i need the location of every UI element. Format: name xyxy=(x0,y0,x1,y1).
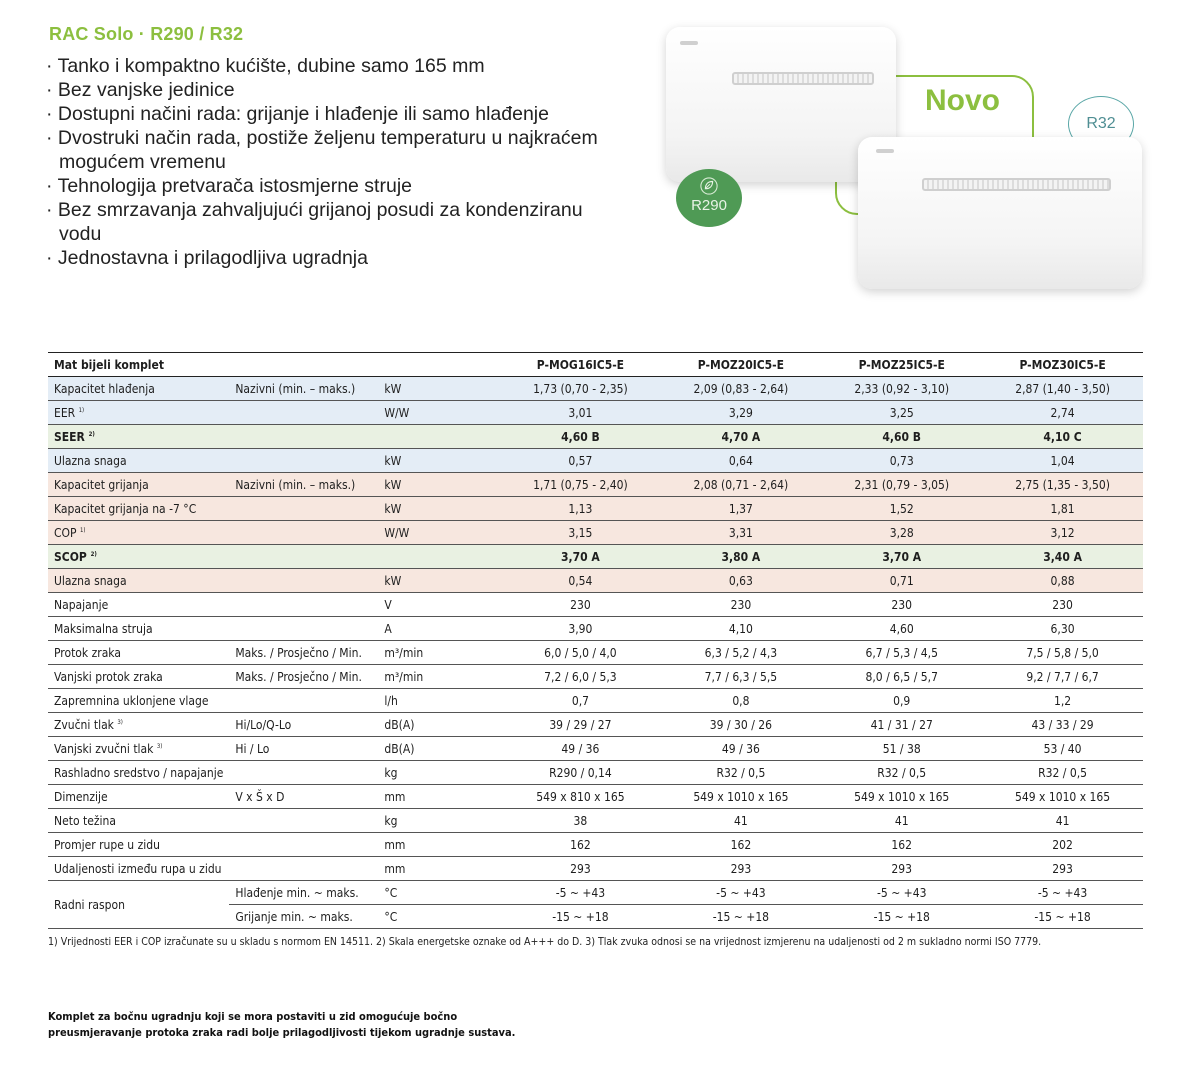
feature-list xyxy=(46,54,616,270)
model-header: P-MOG16IC5-E xyxy=(500,353,660,377)
row-value: 3,25 xyxy=(821,401,982,425)
row-value: R32 / 0,5 xyxy=(821,761,982,785)
row-value: 38 xyxy=(500,809,660,833)
row-sublabel: Nazivni (min. – maks.) xyxy=(229,377,378,401)
row-value: -5 ~ +43 xyxy=(982,881,1143,905)
row-value: -5 ~ +43 xyxy=(500,881,660,905)
row-label-text: Zapremnina uklonjene vlage xyxy=(54,693,209,708)
table-row xyxy=(48,569,1143,593)
row-sublabel: Hi/Lo/Q-Lo xyxy=(229,713,378,737)
row-label-text: Protok zraka xyxy=(54,645,121,660)
table-header-row xyxy=(48,353,1143,377)
feature-item: · Tehnologija pretvarača istosmjerne struje xyxy=(46,174,616,198)
row-value: 41 / 31 / 27 xyxy=(821,713,982,737)
row-value: -5 ~ +43 xyxy=(821,881,982,905)
row-unit: °C xyxy=(378,905,500,929)
row-value: 4,60 B xyxy=(500,425,660,449)
row-sublabel xyxy=(229,569,378,593)
row-sublabel xyxy=(229,401,378,425)
row-label-text: Ulazna snaga xyxy=(54,453,127,468)
row-label-text: Maksimalna struja xyxy=(54,621,153,636)
row-label-text: Vanjski protok zraka xyxy=(54,669,163,684)
feature-item: · Bez smrzavanja zahvaljujući grijanoj posudi za kondenziranu vodu xyxy=(46,198,616,246)
row-label-text: Promjer rupe u zidu xyxy=(54,837,160,852)
row-label xyxy=(48,809,229,833)
table-row xyxy=(48,473,1143,497)
note-line: preusmjeravanje protoka zraka radi bolje prilagodljivosti tijekom ugradnje sustava. xyxy=(48,1026,516,1039)
row-unit: mm xyxy=(378,833,500,857)
row-value: 39 / 30 / 26 xyxy=(660,713,821,737)
row-sublabel xyxy=(229,617,378,641)
row-unit xyxy=(378,545,500,569)
row-value: 293 xyxy=(660,857,821,881)
row-value: 7,2 / 6,0 / 5,3 xyxy=(500,665,660,689)
row-value: 0,54 xyxy=(500,569,660,593)
row-label-text: Dimenzije xyxy=(54,789,108,804)
row-value: 3,29 xyxy=(660,401,821,425)
row-label xyxy=(48,857,229,881)
footnote-ref: 3) xyxy=(156,742,163,750)
row-value: 41 xyxy=(982,809,1143,833)
feature-item: · Jednostavna i prilagodljiva ugradnja xyxy=(46,246,616,270)
row-value: 293 xyxy=(500,857,660,881)
row-label xyxy=(48,497,229,521)
row-unit: kg xyxy=(378,761,500,785)
row-label xyxy=(48,425,229,449)
row-sublabel xyxy=(229,689,378,713)
row-sublabel: Hi / Lo xyxy=(229,737,378,761)
row-sublabel: Grijanje min. ~ maks. xyxy=(229,905,378,929)
table-row xyxy=(48,857,1143,881)
row-unit: mm xyxy=(378,857,500,881)
row-value: 293 xyxy=(821,857,982,881)
spec-table xyxy=(48,352,1143,929)
row-value: 41 xyxy=(821,809,982,833)
row-label xyxy=(48,785,229,809)
row-unit: A xyxy=(378,617,500,641)
row-label xyxy=(48,761,229,785)
row-label-text: Kapacitet hlađenja xyxy=(54,381,155,396)
installation-note xyxy=(48,1009,515,1041)
row-label xyxy=(48,593,229,617)
row-unit: kW xyxy=(378,569,500,593)
row-value: 230 xyxy=(660,593,821,617)
row-value: 2,08 (0,71 - 2,64) xyxy=(660,473,821,497)
row-label xyxy=(48,713,229,737)
row-value: 549 x 1010 x 165 xyxy=(660,785,821,809)
row-label xyxy=(48,737,229,761)
row-label xyxy=(48,473,229,497)
row-label-text: Vanjski zvučni tlak xyxy=(54,741,154,756)
row-value: 0,64 xyxy=(660,449,821,473)
table-row xyxy=(48,785,1143,809)
table-row xyxy=(48,497,1143,521)
row-sublabel xyxy=(229,425,378,449)
table-row xyxy=(48,809,1143,833)
model-header: P-MOZ30IC5-E xyxy=(982,353,1143,377)
row-value: 2,33 (0,92 - 3,10) xyxy=(821,377,982,401)
footnote-ref: 2) xyxy=(90,550,97,558)
row-unit xyxy=(378,425,500,449)
row-sublabel xyxy=(229,497,378,521)
brand-logo xyxy=(680,41,698,45)
feature-item: · Dostupni načini rada: grijanje i hlađenje ili samo hlađenje xyxy=(46,102,616,126)
note-line: Komplet za bočnu ugradnju koji se mora postaviti u zid omogućuje bočno xyxy=(48,1010,458,1023)
row-value: 230 xyxy=(821,593,982,617)
row-value: 4,10 C xyxy=(982,425,1143,449)
row-label xyxy=(48,401,229,425)
row-unit: V xyxy=(378,593,500,617)
row-label-text: Rashladno sredstvo / napajanje xyxy=(54,765,224,780)
row-label-text: Kapacitet grijanja na -7 °C xyxy=(54,501,197,516)
row-label xyxy=(48,545,229,569)
row-value: 3,31 xyxy=(660,521,821,545)
row-value: -15 ~ +18 xyxy=(500,905,660,929)
feature-item: · Bez vanjske jedinice xyxy=(46,78,616,102)
row-value: 230 xyxy=(500,593,660,617)
r32-badge: R32 xyxy=(1068,96,1134,152)
row-unit: m³/min xyxy=(378,641,500,665)
table-row xyxy=(48,641,1143,665)
table-row xyxy=(48,401,1143,425)
row-value: 6,0 / 5,0 / 4,0 xyxy=(500,641,660,665)
row-unit: W/W xyxy=(378,521,500,545)
row-unit: dB(A) xyxy=(378,713,500,737)
row-unit: kW xyxy=(378,449,500,473)
row-value: 4,10 xyxy=(660,617,821,641)
footnote-ref: 2) xyxy=(88,430,95,438)
row-value: 49 / 36 xyxy=(660,737,821,761)
row-sublabel xyxy=(229,857,378,881)
table-row xyxy=(48,713,1143,737)
table-row xyxy=(48,665,1143,689)
row-value: 3,70 A xyxy=(500,545,660,569)
table-row xyxy=(48,425,1143,449)
product-image-r32 xyxy=(858,137,1142,289)
row-value: 3,70 A xyxy=(821,545,982,569)
row-value: 549 x 810 x 165 xyxy=(500,785,660,809)
model-header: P-MOZ25IC5-E xyxy=(821,353,982,377)
model-header: P-MOZ20IC5-E xyxy=(660,353,821,377)
row-value: 53 / 40 xyxy=(982,737,1143,761)
row-value: 3,01 xyxy=(500,401,660,425)
row-value: 7,7 / 6,3 / 5,5 xyxy=(660,665,821,689)
row-value: 3,80 A xyxy=(660,545,821,569)
row-value: 1,81 xyxy=(982,497,1143,521)
row-value: 0,7 xyxy=(500,689,660,713)
row-sublabel: Hlađenje min. ~ maks. xyxy=(229,881,378,905)
row-value: 230 xyxy=(982,593,1143,617)
row-value: 549 x 1010 x 165 xyxy=(982,785,1143,809)
table-row xyxy=(48,689,1143,713)
row-value: 51 / 38 xyxy=(821,737,982,761)
r290-label: R290 xyxy=(691,197,727,214)
table-row xyxy=(48,593,1143,617)
row-unit: l/h xyxy=(378,689,500,713)
row-value: 43 / 33 / 29 xyxy=(982,713,1143,737)
row-value: 41 xyxy=(660,809,821,833)
row-value: 3,28 xyxy=(821,521,982,545)
header-label: Mat bijeli komplet xyxy=(48,353,500,377)
row-value: 162 xyxy=(660,833,821,857)
row-sublabel xyxy=(229,761,378,785)
row-value: 0,63 xyxy=(660,569,821,593)
row-value: R32 / 0,5 xyxy=(982,761,1143,785)
row-label xyxy=(48,665,229,689)
table-row xyxy=(48,617,1143,641)
row-value: 2,74 xyxy=(982,401,1143,425)
row-value: 1,13 xyxy=(500,497,660,521)
row-value: 0,73 xyxy=(821,449,982,473)
row-value: 1,37 xyxy=(660,497,821,521)
table-row xyxy=(48,377,1143,401)
row-value: 162 xyxy=(500,833,660,857)
table-row xyxy=(48,545,1143,569)
row-value: 49 / 36 xyxy=(500,737,660,761)
novo-label: Novo xyxy=(925,84,1000,117)
row-sublabel xyxy=(229,809,378,833)
row-value: -15 ~ +18 xyxy=(660,905,821,929)
table-row xyxy=(48,737,1143,761)
row-unit: mm xyxy=(378,785,500,809)
row-value: 293 xyxy=(982,857,1143,881)
air-outlet xyxy=(922,178,1111,191)
row-unit: W/W xyxy=(378,401,500,425)
row-label xyxy=(48,641,229,665)
row-value: 1,52 xyxy=(821,497,982,521)
row-value: 202 xyxy=(982,833,1143,857)
row-value: 3,12 xyxy=(982,521,1143,545)
spec-body xyxy=(48,377,1143,929)
air-outlet xyxy=(732,72,874,85)
row-value: 3,15 xyxy=(500,521,660,545)
feature-item: · Dvostruki način rada, postiže željenu temperaturu u najkraćem mogućem vremenu xyxy=(46,126,616,174)
row-value: 549 x 1010 x 165 xyxy=(821,785,982,809)
row-value: 3,40 A xyxy=(982,545,1143,569)
table-row xyxy=(48,761,1143,785)
row-value: 1,71 (0,75 - 2,40) xyxy=(500,473,660,497)
row-value: 39 / 29 / 27 xyxy=(500,713,660,737)
row-value: 0,9 xyxy=(821,689,982,713)
row-label-text: SEER xyxy=(54,429,85,444)
footnote-ref: 1) xyxy=(78,406,85,414)
row-label xyxy=(48,689,229,713)
page-title: RAC Solo · R290 / R32 xyxy=(49,24,244,44)
row-value: 1,73 (0,70 - 2,35) xyxy=(500,377,660,401)
row-sublabel: Maks. / Prosječno / Min. xyxy=(229,665,378,689)
row-label: Radni raspon xyxy=(48,881,229,929)
row-label xyxy=(48,377,229,401)
row-value: 7,5 / 5,8 / 5,0 xyxy=(982,641,1143,665)
row-value: 0,8 xyxy=(660,689,821,713)
footnote-ref: 1) xyxy=(79,526,86,534)
row-value: 2,31 (0,79 - 3,05) xyxy=(821,473,982,497)
leaf-icon xyxy=(700,177,718,195)
row-value: 2,09 (0,83 - 2,64) xyxy=(660,377,821,401)
row-value: 1,04 xyxy=(982,449,1143,473)
row-unit: kW xyxy=(378,473,500,497)
row-sublabel xyxy=(229,545,378,569)
row-value: 6,3 / 5,2 / 4,3 xyxy=(660,641,821,665)
row-sublabel xyxy=(229,449,378,473)
row-label-text: EER xyxy=(54,405,76,420)
row-value: R290 / 0,14 xyxy=(500,761,660,785)
row-unit: kW xyxy=(378,497,500,521)
footnote: 1) Vrijednosti EER i COP izračunate su u skladu s normom EN 14511. 2) Skala energetske oznake od A+++ do D. 3) Tlak zvuka odnosi se na vrijednost izmjerenu na udaljenosti od 2 m sukladno normi ISO 7779. xyxy=(48,936,1042,948)
brand-logo xyxy=(876,149,894,153)
row-value: 4,60 B xyxy=(821,425,982,449)
table-row xyxy=(48,833,1143,857)
row-value: 162 xyxy=(821,833,982,857)
row-sublabel xyxy=(229,521,378,545)
row-label xyxy=(48,521,229,545)
row-value: R32 / 0,5 xyxy=(660,761,821,785)
row-value: 2,87 (1,40 - 3,50) xyxy=(982,377,1143,401)
row-label-text: COP xyxy=(54,525,77,540)
row-label xyxy=(48,617,229,641)
row-value: 3,90 xyxy=(500,617,660,641)
row-sublabel: Nazivni (min. – maks.) xyxy=(229,473,378,497)
row-value: 0,71 xyxy=(821,569,982,593)
row-label xyxy=(48,449,229,473)
row-label-text: Zvučni tlak xyxy=(54,717,114,732)
row-unit: m³/min xyxy=(378,665,500,689)
row-value: -5 ~ +43 xyxy=(660,881,821,905)
row-label-text: Ulazna snaga xyxy=(54,573,127,588)
row-sublabel xyxy=(229,593,378,617)
r290-badge xyxy=(676,169,742,227)
row-label-text: Neto težina xyxy=(54,813,116,828)
footnote-ref: 3) xyxy=(117,718,123,726)
row-value: 9,2 / 7,7 / 6,7 xyxy=(982,665,1143,689)
row-value: 0,88 xyxy=(982,569,1143,593)
row-sublabel: Maks. / Prosječno / Min. xyxy=(229,641,378,665)
row-label xyxy=(48,569,229,593)
row-value: 1,2 xyxy=(982,689,1143,713)
row-value: 2,75 (1,35 - 3,50) xyxy=(982,473,1143,497)
table-row xyxy=(48,449,1143,473)
row-label-text: Napajanje xyxy=(54,597,109,612)
row-sublabel xyxy=(229,833,378,857)
row-value: 8,0 / 6,5 / 5,7 xyxy=(821,665,982,689)
row-value: -15 ~ +18 xyxy=(821,905,982,929)
row-value: -15 ~ +18 xyxy=(982,905,1143,929)
table-row xyxy=(48,521,1143,545)
row-label xyxy=(48,833,229,857)
row-value: 6,30 xyxy=(982,617,1143,641)
row-value: 6,7 / 5,3 / 4,5 xyxy=(821,641,982,665)
row-label-text: Kapacitet grijanja xyxy=(54,477,149,492)
row-unit: kg xyxy=(378,809,500,833)
row-label-text: SCOP xyxy=(54,549,87,564)
table-row xyxy=(48,881,1143,905)
row-unit: °C xyxy=(378,881,500,905)
feature-item: · Tanko i kompaktno kućište, dubine samo 165 mm xyxy=(46,54,616,78)
row-sublabel: V x Š x D xyxy=(229,785,378,809)
row-unit: kW xyxy=(378,377,500,401)
row-value: 4,60 xyxy=(821,617,982,641)
row-label-text: Udaljenosti između rupa u zidu xyxy=(54,861,222,876)
row-value: 4,70 A xyxy=(660,425,821,449)
row-unit: dB(A) xyxy=(378,737,500,761)
row-value: 0,57 xyxy=(500,449,660,473)
